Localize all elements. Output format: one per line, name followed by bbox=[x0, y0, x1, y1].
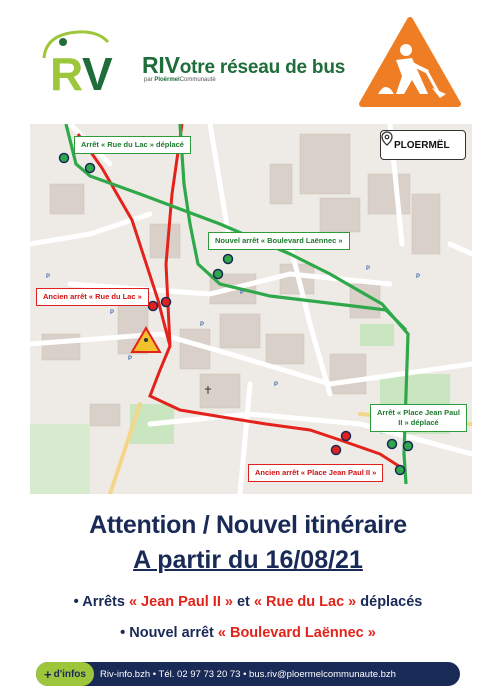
header bbox=[0, 0, 496, 118]
footer-contact-bar bbox=[36, 662, 460, 686]
bullet1-stop1: « Jean Paul II » bbox=[128, 594, 233, 610]
plus-icon: + bbox=[44, 666, 52, 682]
contact-info: Riv-info.bzh • Tél. 02 97 73 20 73 • bus.riv@ploermelcommunaute.bzh bbox=[99, 668, 396, 680]
roadwork-icon bbox=[358, 14, 462, 110]
callout-old-jean-paul: Ancien arrêt « Place Jean Paul II » bbox=[248, 464, 383, 482]
svg-text:P: P bbox=[240, 290, 245, 296]
brand-name bbox=[142, 52, 362, 92]
svg-text:P: P bbox=[110, 310, 115, 316]
map-pin-icon bbox=[381, 131, 393, 146]
svg-text:P: P bbox=[46, 274, 51, 280]
svg-text:P: P bbox=[416, 274, 421, 280]
more-info-badge bbox=[36, 662, 94, 686]
date-line bbox=[0, 546, 496, 575]
bullet1-suffix: déplacés bbox=[356, 594, 423, 610]
svg-text:R: R bbox=[50, 48, 84, 100]
svg-text:P: P bbox=[200, 322, 205, 328]
town-name: PLOERMËL bbox=[394, 139, 450, 151]
more-info-label: d'infos bbox=[53, 668, 86, 680]
svg-text:P: P bbox=[274, 382, 279, 388]
brand-title: RIVotre réseau de bus bbox=[142, 52, 346, 78]
bullet2-stop: « Boulevard Laënnec » bbox=[217, 625, 376, 641]
bullet-moved-stops bbox=[0, 594, 496, 610]
callout-rue-du-lac-moved: Arrêt « Rue du Lac » déplacé bbox=[74, 136, 191, 154]
bullet1-middle: et bbox=[232, 594, 254, 610]
bullet2-prefix: • Nouvel arrêt bbox=[120, 625, 218, 641]
svg-text:P: P bbox=[366, 266, 371, 272]
svg-text:P: P bbox=[128, 356, 133, 362]
svg-text:V: V bbox=[82, 48, 113, 100]
route-map bbox=[30, 124, 472, 494]
callout-jean-paul-moved-line1: Arrêt « Place Jean Paul bbox=[377, 408, 460, 417]
brand-subtitle: par PloërmelCommunauté bbox=[144, 77, 216, 83]
callout-jean-paul-moved bbox=[370, 404, 467, 432]
riv-logo bbox=[38, 28, 136, 100]
bullet1-prefix: • Arrêts bbox=[73, 594, 129, 610]
callout-jean-paul-moved-line2: II » déplacé bbox=[398, 418, 439, 427]
headline: Attention / Nouvel itinéraire bbox=[89, 511, 407, 539]
bullet1-stop2: « Rue du Lac » bbox=[253, 594, 357, 610]
callout-new-laennec: Nouvel arrêt « Boulevard Laënnec » bbox=[208, 232, 350, 250]
bullet-new-stop bbox=[0, 625, 496, 641]
callout-old-rue-du-lac: Ancien arrêt « Rue du Lac » bbox=[36, 288, 149, 306]
date-text: A partir du 16/08/21 bbox=[133, 546, 363, 574]
town-label bbox=[380, 130, 466, 160]
